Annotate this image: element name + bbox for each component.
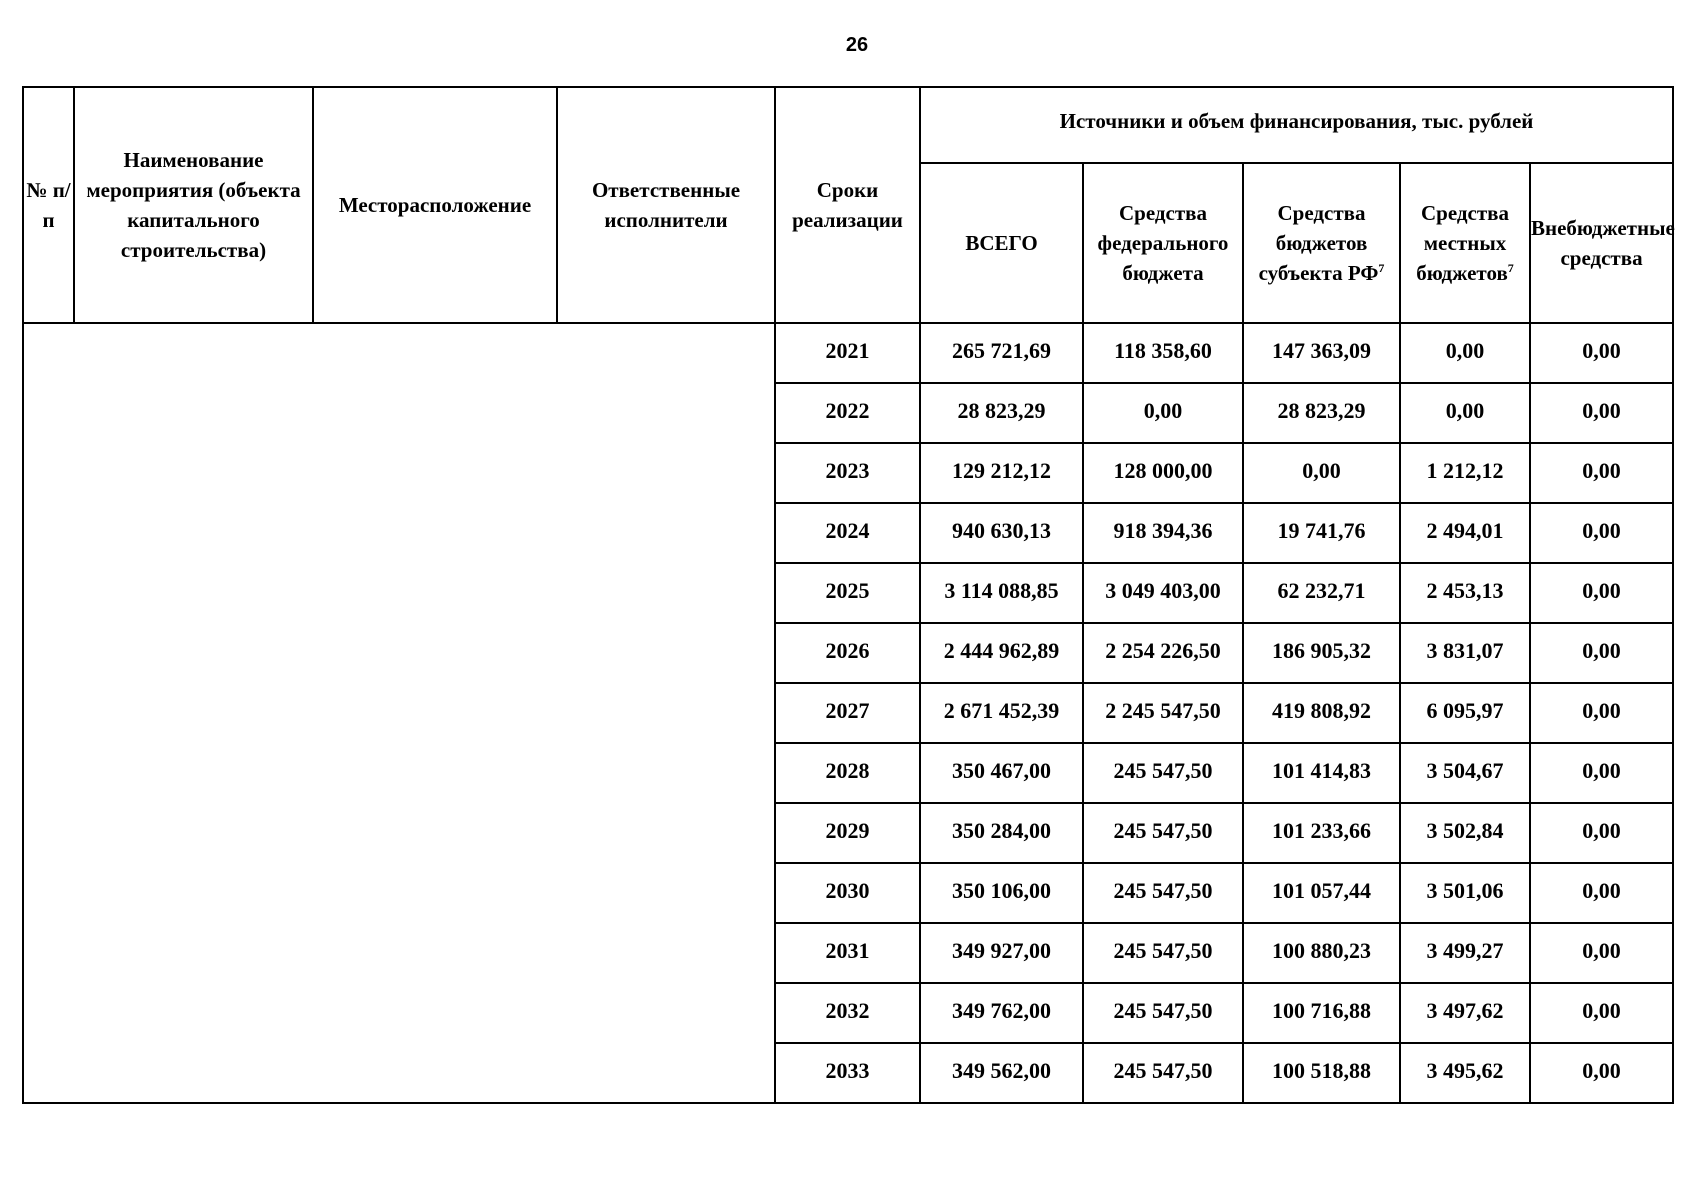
cell-federal: 245 547,50 [1083,923,1243,983]
cell-federal: 918 394,36 [1083,503,1243,563]
cell-subject: 101 414,83 [1243,743,1400,803]
cell-subject: 0,00 [1243,443,1400,503]
cell-federal: 245 547,50 [1083,803,1243,863]
cell-federal: 128 000,00 [1083,443,1243,503]
cell-year: 2029 [775,803,920,863]
cell-total: 129 212,12 [920,443,1083,503]
cell-local: 3 831,07 [1400,623,1530,683]
cell-year: 2030 [775,863,920,923]
cell-federal: 245 547,50 [1083,743,1243,803]
cell-federal: 2 254 226,50 [1083,623,1243,683]
cell-year: 2022 [775,383,920,443]
cell-local: 3 504,67 [1400,743,1530,803]
header-location: Месторасположение [313,87,557,323]
cell-total: 350 284,00 [920,803,1083,863]
header-subject [1243,163,1400,323]
cell-federal: 245 547,50 [1083,863,1243,923]
cell-total: 349 762,00 [920,983,1083,1043]
header-extra: Внебюджетные средства [1530,163,1673,323]
cell-subject: 100 716,88 [1243,983,1400,1043]
cell-subject: 101 233,66 [1243,803,1400,863]
cell-year: 2027 [775,683,920,743]
cell-federal: 245 547,50 [1083,1043,1243,1103]
cell-year: 2031 [775,923,920,983]
header-responsible: Ответственные исполнители [557,87,775,323]
cell-extra: 0,00 [1530,923,1673,983]
cell-year: 2033 [775,1043,920,1103]
cell-local: 3 501,06 [1400,863,1530,923]
cell-year: 2021 [775,323,920,383]
header-federal: Средства федерального бюджета [1083,163,1243,323]
table-row [23,323,1673,383]
cell-local: 0,00 [1400,323,1530,383]
cell-subject: 186 905,32 [1243,623,1400,683]
cell-local: 2 453,13 [1400,563,1530,623]
header-period: Сроки реализации [775,87,920,323]
cell-subject: 62 232,71 [1243,563,1400,623]
table-body [23,323,1673,1103]
cell-year: 2024 [775,503,920,563]
header-local-label: Средства местных бюджетов [1416,201,1509,285]
cell-local: 1 212,12 [1400,443,1530,503]
cell-subject: 101 057,44 [1243,863,1400,923]
header-name: Наименование мероприятия (объекта капитального строительства) [74,87,313,323]
cell-total: 2 444 962,89 [920,623,1083,683]
cell-total: 349 927,00 [920,923,1083,983]
cell-federal: 245 547,50 [1083,983,1243,1043]
cell-total: 3 114 088,85 [920,563,1083,623]
cell-total: 349 562,00 [920,1043,1083,1103]
cell-local: 3 499,27 [1400,923,1530,983]
cell-local: 0,00 [1400,383,1530,443]
header-total: ВСЕГО [920,163,1083,323]
header-local-note: 7 [1507,261,1514,275]
cell-federal: 0,00 [1083,383,1243,443]
cell-extra: 0,00 [1530,563,1673,623]
cell-extra: 0,00 [1530,1043,1673,1103]
cell-subject: 100 880,23 [1243,923,1400,983]
header-local [1400,163,1530,323]
header-sources-group: Источники и объем финансирования, тыс. рублей [920,87,1673,163]
cell-local: 3 502,84 [1400,803,1530,863]
cell-subject: 147 363,09 [1243,323,1400,383]
cell-subject: 19 741,76 [1243,503,1400,563]
cell-year: 2032 [775,983,920,1043]
cell-total: 2 671 452,39 [920,683,1083,743]
cell-extra: 0,00 [1530,863,1673,923]
cell-extra: 0,00 [1530,983,1673,1043]
cell-local: 2 494,01 [1400,503,1530,563]
cell-subject: 419 808,92 [1243,683,1400,743]
cell-year: 2026 [775,623,920,683]
header-num: № п/п [23,87,74,323]
cell-local: 3 495,62 [1400,1043,1530,1103]
cell-extra: 0,00 [1530,803,1673,863]
header-subject-label: Средства бюджетов субъекта РФ [1258,201,1379,285]
cell-federal: 3 049 403,00 [1083,563,1243,623]
cell-total: 28 823,29 [920,383,1083,443]
cell-year: 2023 [775,443,920,503]
cell-total: 350 106,00 [920,863,1083,923]
cell-federal: 118 358,60 [1083,323,1243,383]
cell-extra: 0,00 [1530,743,1673,803]
cell-extra: 0,00 [1530,323,1673,383]
cell-extra: 0,00 [1530,503,1673,563]
cell-total: 350 467,00 [920,743,1083,803]
cell-subject: 100 518,88 [1243,1043,1400,1103]
cell-local: 3 497,62 [1400,983,1530,1043]
merged-empty-cell [23,323,775,1103]
cell-subject: 28 823,29 [1243,383,1400,443]
cell-year: 2025 [775,563,920,623]
cell-extra: 0,00 [1530,383,1673,443]
cell-federal: 2 245 547,50 [1083,683,1243,743]
cell-extra: 0,00 [1530,623,1673,683]
cell-total: 940 630,13 [920,503,1083,563]
financing-table [22,86,1674,1104]
page-number: 26 [845,34,869,56]
cell-local: 6 095,97 [1400,683,1530,743]
header-subject-note: 7 [1378,261,1385,275]
cell-extra: 0,00 [1530,443,1673,503]
cell-extra: 0,00 [1530,683,1673,743]
cell-total: 265 721,69 [920,323,1083,383]
cell-year: 2028 [775,743,920,803]
